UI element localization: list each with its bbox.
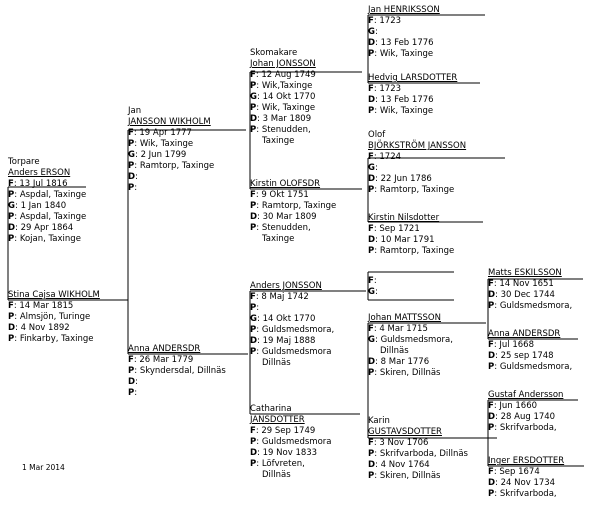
fact-value: 2 Jun 1799 [140, 150, 187, 160]
fact-key: F [250, 426, 256, 436]
fact-row: F: 3 Nov 1706 [368, 438, 429, 448]
person-p17 [488, 329, 572, 373]
person-name: Kirstin Nilsdotter [368, 213, 440, 223]
person-name: Jan HENRIKSSON [368, 5, 440, 15]
person-p4 [128, 344, 226, 399]
fact-row: P: Löfvreten, [250, 459, 305, 469]
person-name: Inger ERSDOTTER [488, 456, 565, 466]
fact-key: P [250, 81, 257, 91]
fact-value: 30 Dec 1744 [500, 290, 555, 300]
fact-value: Löfvreten, [261, 459, 305, 469]
person-title: Karin [368, 416, 390, 426]
person-name: GUSTAVSDOTTER [368, 427, 442, 437]
person-p2 [8, 290, 100, 345]
fact-key: D [368, 357, 376, 367]
fact-row: F: 4 Mar 1715 [368, 324, 428, 334]
person-title: Catharina [250, 404, 292, 414]
fact-row: G: 1 Jan 1840 [8, 201, 67, 211]
fact-value-continued: Dillnäs [262, 470, 291, 480]
fact-key: F [128, 128, 134, 138]
person-p3 [128, 106, 214, 194]
fact-row: D: 13 Feb 1776 [368, 95, 434, 105]
fact-value: 13 Feb 1776 [380, 38, 434, 48]
fact-value: 14 Mar 1815 [19, 301, 74, 311]
fact-value: 1 Jan 1840 [20, 201, 67, 211]
fact-value: 28 Aug 1740 [500, 412, 556, 422]
fact-key: F [368, 84, 374, 94]
fact-value: Skyndersdal, Dillnäs [139, 366, 226, 376]
fact-row: G: Guldsmedsmora, [368, 335, 453, 345]
fact-key: P [368, 106, 375, 116]
fact-row: P: Aspdal, Taxinge [8, 190, 87, 200]
fact-key: D [488, 351, 496, 361]
fact-value: Wik,Taxinge [261, 81, 313, 91]
fact-row: D: 30 Dec 1744 [488, 290, 555, 300]
fact-key: P [128, 366, 135, 376]
person-p11 [368, 130, 466, 196]
fact-key: F [368, 16, 374, 26]
fact-value: 19 Maj 1888 [262, 336, 316, 346]
fact-row: P: Ramtorp, Taxinge [368, 185, 455, 195]
person-p19 [488, 456, 564, 500]
fact-value: 30 Mar 1809 [262, 212, 317, 222]
fact-row: F: Jul 1668 [488, 340, 534, 350]
fact-value: 1724 [379, 152, 402, 162]
fact-value: Jun 1660 [499, 401, 538, 411]
person-title: Skomakare [250, 48, 298, 58]
fact-key: D [488, 290, 496, 300]
person-p15 [368, 416, 468, 482]
fact-key: D [368, 95, 376, 105]
fact-value: Aspdal, Taxinge [19, 212, 87, 222]
fact-value-continued: Dillnäs [380, 346, 409, 356]
fact-row: F: 12 Aug 1749 [250, 70, 316, 80]
fact-value: 29 Apr 1864 [20, 223, 74, 233]
fact-row: F: 9 Okt 1751 [250, 190, 309, 200]
fact-key: P [250, 459, 257, 469]
fact-key: F [8, 179, 14, 189]
fact-row: D: [128, 172, 138, 182]
fact-value: Sep 1674 [499, 467, 540, 477]
fact-value: Ramtorp, Taxinge [261, 201, 337, 211]
fact-key: P [368, 449, 375, 459]
fact-row: F: 1724 [368, 152, 402, 162]
fact-row: P: Guldsmedsmora, [488, 362, 573, 372]
fact-key: P [128, 183, 135, 193]
fact-value: Jul 1668 [499, 340, 534, 350]
fact-row: F: Jun 1660 [488, 401, 538, 411]
fact-value: 4 Nov 1764 [380, 460, 430, 470]
fact-row: D: 13 Feb 1776 [368, 38, 434, 48]
fact-key: P [368, 471, 375, 481]
fact-value: Ramtorp, Taxinge [379, 185, 455, 195]
fact-key: G [368, 287, 375, 297]
fact-value: 1723 [379, 84, 402, 94]
fact-key: P [250, 347, 257, 357]
fact-row: D: [128, 377, 138, 387]
fact-row: P: [250, 303, 260, 313]
fact-key: P [250, 125, 257, 135]
fact-value: 9 Okt 1751 [261, 190, 309, 200]
fact-key: F [250, 190, 256, 200]
fact-key: D [488, 478, 496, 488]
person-p14 [368, 313, 453, 379]
fact-value: 4 Nov 1892 [20, 323, 70, 333]
fact-key: D [128, 172, 136, 182]
fact-row: P: Skiren, Dillnäs [368, 471, 441, 481]
fact-row: P: Guldsmedsmora [250, 347, 332, 357]
fact-value: Aspdal, Taxinge [19, 190, 87, 200]
fact-value: 3 Mar 1809 [262, 114, 312, 124]
fact-row: G: [368, 163, 378, 173]
fact-value: 19 Apr 1777 [139, 128, 192, 138]
fact-key: P [250, 303, 257, 313]
fact-value: 24 Nov 1734 [500, 478, 556, 488]
fact-key: G [128, 150, 135, 160]
fact-value: 8 Mar 1776 [380, 357, 430, 367]
print-date: 1 Mar 2014 [22, 463, 65, 472]
fact-row: D: 28 Aug 1740 [488, 412, 556, 422]
fact-row: F: 19 Apr 1777 [128, 128, 192, 138]
fact-value: Ramtorp, Taxinge [139, 161, 215, 171]
fact-value: 29 Sep 1749 [261, 426, 316, 436]
fact-row: P: Ramtorp, Taxinge [250, 201, 337, 211]
fact-row: G: [368, 27, 378, 37]
fact-row: P: Wik, Taxinge [368, 49, 434, 59]
fact-row: P: Wik, Taxinge [128, 139, 194, 149]
fact-row: D: 8 Mar 1776 [368, 357, 430, 367]
fact-key: D [488, 412, 496, 422]
fact-row: D: 19 Nov 1833 [250, 448, 318, 458]
person-name: Anna ANDERSDR [128, 344, 201, 354]
fact-key: P [368, 246, 375, 256]
person-p8 [250, 404, 332, 481]
person-p7 [250, 281, 334, 369]
fact-key: P [488, 362, 495, 372]
person-name: JANSSON WIKHOLM [128, 117, 211, 127]
fact-value: Wik, Taxinge [261, 103, 316, 113]
person-p5 [250, 48, 316, 147]
fact-key: F [250, 292, 256, 302]
fact-row: D: 4 Nov 1892 [8, 323, 70, 333]
person-name: Anders JONSSON [250, 281, 322, 291]
fact-key: F [8, 301, 14, 311]
fact-value: 22 Jun 1786 [380, 174, 432, 184]
fact-row: P: Guldsmedsmora, [250, 325, 335, 335]
fact-key: P [128, 139, 135, 149]
fact-key: D [250, 448, 258, 458]
fact-row: P: Ramtorp, Taxinge [368, 246, 455, 256]
person-name: Johan JONSSON [250, 59, 316, 69]
fact-key: P [8, 334, 15, 344]
fact-key: D [8, 223, 16, 233]
fact-value: 14 Okt 1770 [262, 314, 316, 324]
fact-key: F [368, 224, 374, 234]
person-name: Gustaf Andersson [488, 390, 564, 400]
fact-key: G [250, 92, 257, 102]
fact-key: D [8, 323, 16, 333]
fact-row: D: 24 Nov 1734 [488, 478, 556, 488]
fact-value: Guldsmedsmora [261, 347, 332, 357]
fact-key: P [250, 103, 257, 113]
person-title: Olof [368, 130, 386, 140]
fact-value: Skrifvarboda, [499, 423, 557, 433]
fact-key: D [368, 235, 376, 245]
fact-value: Stenudden, [261, 223, 311, 233]
fact-key: F [488, 340, 494, 350]
fact-row: P: Wik, Taxinge [368, 106, 434, 116]
fact-key: D [368, 174, 376, 184]
fact-key: P [368, 368, 375, 378]
person-p10 [368, 73, 457, 117]
fact-row: P: Stenudden, [250, 125, 311, 135]
fact-row: P: Wik, Taxinge [250, 103, 316, 113]
fact-value: Kojan, Taxinge [19, 234, 81, 244]
fact-row: F: Sep 1674 [488, 467, 540, 477]
fact-value: 12 Aug 1749 [261, 70, 316, 80]
fact-key: D [250, 212, 258, 222]
fact-key: P [8, 190, 15, 200]
fact-value: Skrifvarboda, [499, 489, 557, 499]
person-p13 [368, 276, 378, 298]
fact-key: P [128, 388, 135, 398]
fact-row: F: [368, 276, 377, 286]
fact-value: Stenudden, [261, 125, 311, 135]
fact-row: P: [128, 183, 138, 193]
fact-value: Guldsmedsmora, [261, 325, 335, 335]
fact-key: P [8, 212, 15, 222]
fact-key: G [368, 27, 375, 37]
person-name: Matts ESKILSSON [488, 268, 562, 278]
fact-value: 26 Mar 1779 [139, 355, 194, 365]
fact-row: P: Ramtorp, Taxinge [128, 161, 215, 171]
fact-key: P [488, 423, 495, 433]
fact-key: F [488, 401, 494, 411]
fact-value: 10 Mar 1791 [380, 235, 435, 245]
fact-key: D [368, 38, 376, 48]
fact-key: P [368, 49, 375, 59]
fact-row: D: 30 Mar 1809 [250, 212, 317, 222]
person-p16 [488, 268, 572, 312]
fact-value: Wik, Taxinge [139, 139, 194, 149]
fact-value: Almsjön, Turinge [19, 312, 91, 322]
fact-value: Skrifvarboda, Dillnäs [379, 449, 468, 459]
fact-row: P: Skyndersdal, Dillnäs [128, 366, 226, 376]
fact-key: P [128, 161, 135, 171]
fact-row: D: 3 Mar 1809 [250, 114, 312, 124]
fact-row: F: 14 Mar 1815 [8, 301, 74, 311]
fact-row: G: 2 Jun 1799 [128, 150, 187, 160]
fact-row: P: Skrifvarboda, [488, 423, 557, 433]
fact-key: F [368, 276, 374, 286]
fact-key: P [488, 301, 495, 311]
fact-row: D: 22 Jun 1786 [368, 174, 432, 184]
fact-value: Sep 1721 [379, 224, 420, 234]
fact-value: 25 sep 1748 [500, 351, 554, 361]
fact-row: D: 4 Nov 1764 [368, 460, 430, 470]
fact-key: D [368, 460, 376, 470]
fact-key: P [250, 201, 257, 211]
fact-key: F [250, 70, 256, 80]
fact-value: 14 Okt 1770 [262, 92, 316, 102]
person-title: Jan [128, 106, 142, 116]
fact-row: P: Stenudden, [250, 223, 311, 233]
fact-value: Guldsmedsmora, [499, 301, 573, 311]
fact-key: G [368, 163, 375, 173]
fact-value: Ramtorp, Taxinge [379, 246, 455, 256]
fact-row: F: 1723 [368, 16, 402, 26]
fact-row: P: Guldsmedsmora [250, 437, 332, 447]
fact-value: 1723 [379, 16, 402, 26]
fact-row: F: Sep 1721 [368, 224, 420, 234]
fact-value-continued: Dillnäs [262, 358, 291, 368]
fact-key: P [488, 489, 495, 499]
fact-row: F: 14 Nov 1651 [488, 279, 554, 289]
fact-row: P: Wik,Taxinge [250, 81, 313, 91]
fact-row: D: 10 Mar 1791 [368, 235, 435, 245]
fact-value: Guldsmedsmora [261, 437, 332, 447]
fact-row: P: Aspdal, Taxinge [8, 212, 87, 222]
fact-key: P [250, 325, 257, 335]
person-p6 [250, 179, 336, 245]
fact-row: G: 14 Okt 1770 [250, 314, 316, 324]
fact-key: G [368, 335, 375, 345]
fact-row: P: Kojan, Taxinge [8, 234, 81, 244]
person-p18 [488, 390, 563, 434]
fact-key: P [8, 234, 15, 244]
fact-key: P [368, 185, 375, 195]
fact-key: D [250, 114, 258, 124]
fact-key: P [8, 312, 15, 322]
fact-value: Wik, Taxinge [379, 49, 434, 59]
fact-row: F: 29 Sep 1749 [250, 426, 316, 436]
fact-row: G: 14 Okt 1770 [250, 92, 316, 102]
fact-row: P: Almsjön, Turinge [8, 312, 91, 322]
fact-value: 14 Nov 1651 [499, 279, 554, 289]
fact-key: F [368, 324, 374, 334]
fact-row: D: 25 sep 1748 [488, 351, 554, 361]
fact-key: F [488, 467, 494, 477]
fact-key: G [250, 314, 257, 324]
person-name: Stina Cajsa WIKHOLM [8, 290, 100, 300]
fact-row: P: [128, 388, 138, 398]
fact-key: F [128, 355, 134, 365]
fact-value: 4 Mar 1715 [379, 324, 428, 334]
person-name: Anna ANDERSDR [488, 329, 561, 339]
fact-row: G: [368, 287, 378, 297]
fact-value: 13 Jul 1816 [19, 179, 68, 189]
fact-value-continued: Taxinge [262, 136, 295, 146]
fact-key: D [250, 336, 258, 346]
person-name: Johan MATTSSON [368, 313, 441, 323]
fact-value: Guldsmedsmora, [380, 335, 453, 345]
fact-value: 13 Feb 1776 [380, 95, 434, 105]
fact-value: 3 Nov 1706 [379, 438, 429, 448]
fact-value: Skiren, Dillnäs [379, 471, 441, 481]
fact-row: P: Skrifvarboda, Dillnäs [368, 449, 468, 459]
fact-value: Skiren, Dillnäs [379, 368, 441, 378]
fact-row: P: Guldsmedsmora, [488, 301, 573, 311]
fact-value: Guldsmedsmora, [499, 362, 573, 372]
fact-row: D: 29 Apr 1864 [8, 223, 74, 233]
fact-row: F: 1723 [368, 84, 402, 94]
person-name: Hedvig LARSDOTTER [368, 73, 458, 83]
person-p1 [8, 157, 86, 245]
fact-row: P: Finkarby, Taxinge [8, 334, 94, 344]
fact-value: 8 Maj 1742 [261, 292, 309, 302]
fact-key: P [250, 437, 257, 447]
fact-value: Wik, Taxinge [379, 106, 434, 116]
fact-value-continued: Taxinge [262, 234, 295, 244]
fact-key: F [368, 152, 374, 162]
person-name: Kirstin OLOFSDR [250, 179, 321, 189]
person-name: JANSDOTTER [250, 415, 305, 425]
fact-row: P: Skrifvarboda, [488, 489, 557, 499]
fact-key: F [368, 438, 374, 448]
person-name: BJÖRKSTRÖM JANSSON [368, 141, 467, 151]
fact-value: Finkarby, Taxinge [19, 334, 94, 344]
fact-key: G [8, 201, 15, 211]
person-p9 [368, 5, 440, 60]
fact-row: F: 8 Maj 1742 [250, 292, 309, 302]
fact-value: 19 Nov 1833 [262, 448, 318, 458]
fact-row: F: 26 Mar 1779 [128, 355, 194, 365]
fact-key: F [488, 279, 494, 289]
fact-row: P: Skiren, Dillnäs [368, 368, 441, 378]
fact-row: D: 19 Maj 1888 [250, 336, 316, 346]
person-name: Anders ERSON [8, 168, 71, 178]
person-p12 [368, 213, 454, 257]
fact-key: D [128, 377, 136, 387]
fact-row: F: 13 Jul 1816 [8, 179, 68, 189]
person-title: Torpare [8, 157, 40, 167]
fact-key: P [250, 223, 257, 233]
